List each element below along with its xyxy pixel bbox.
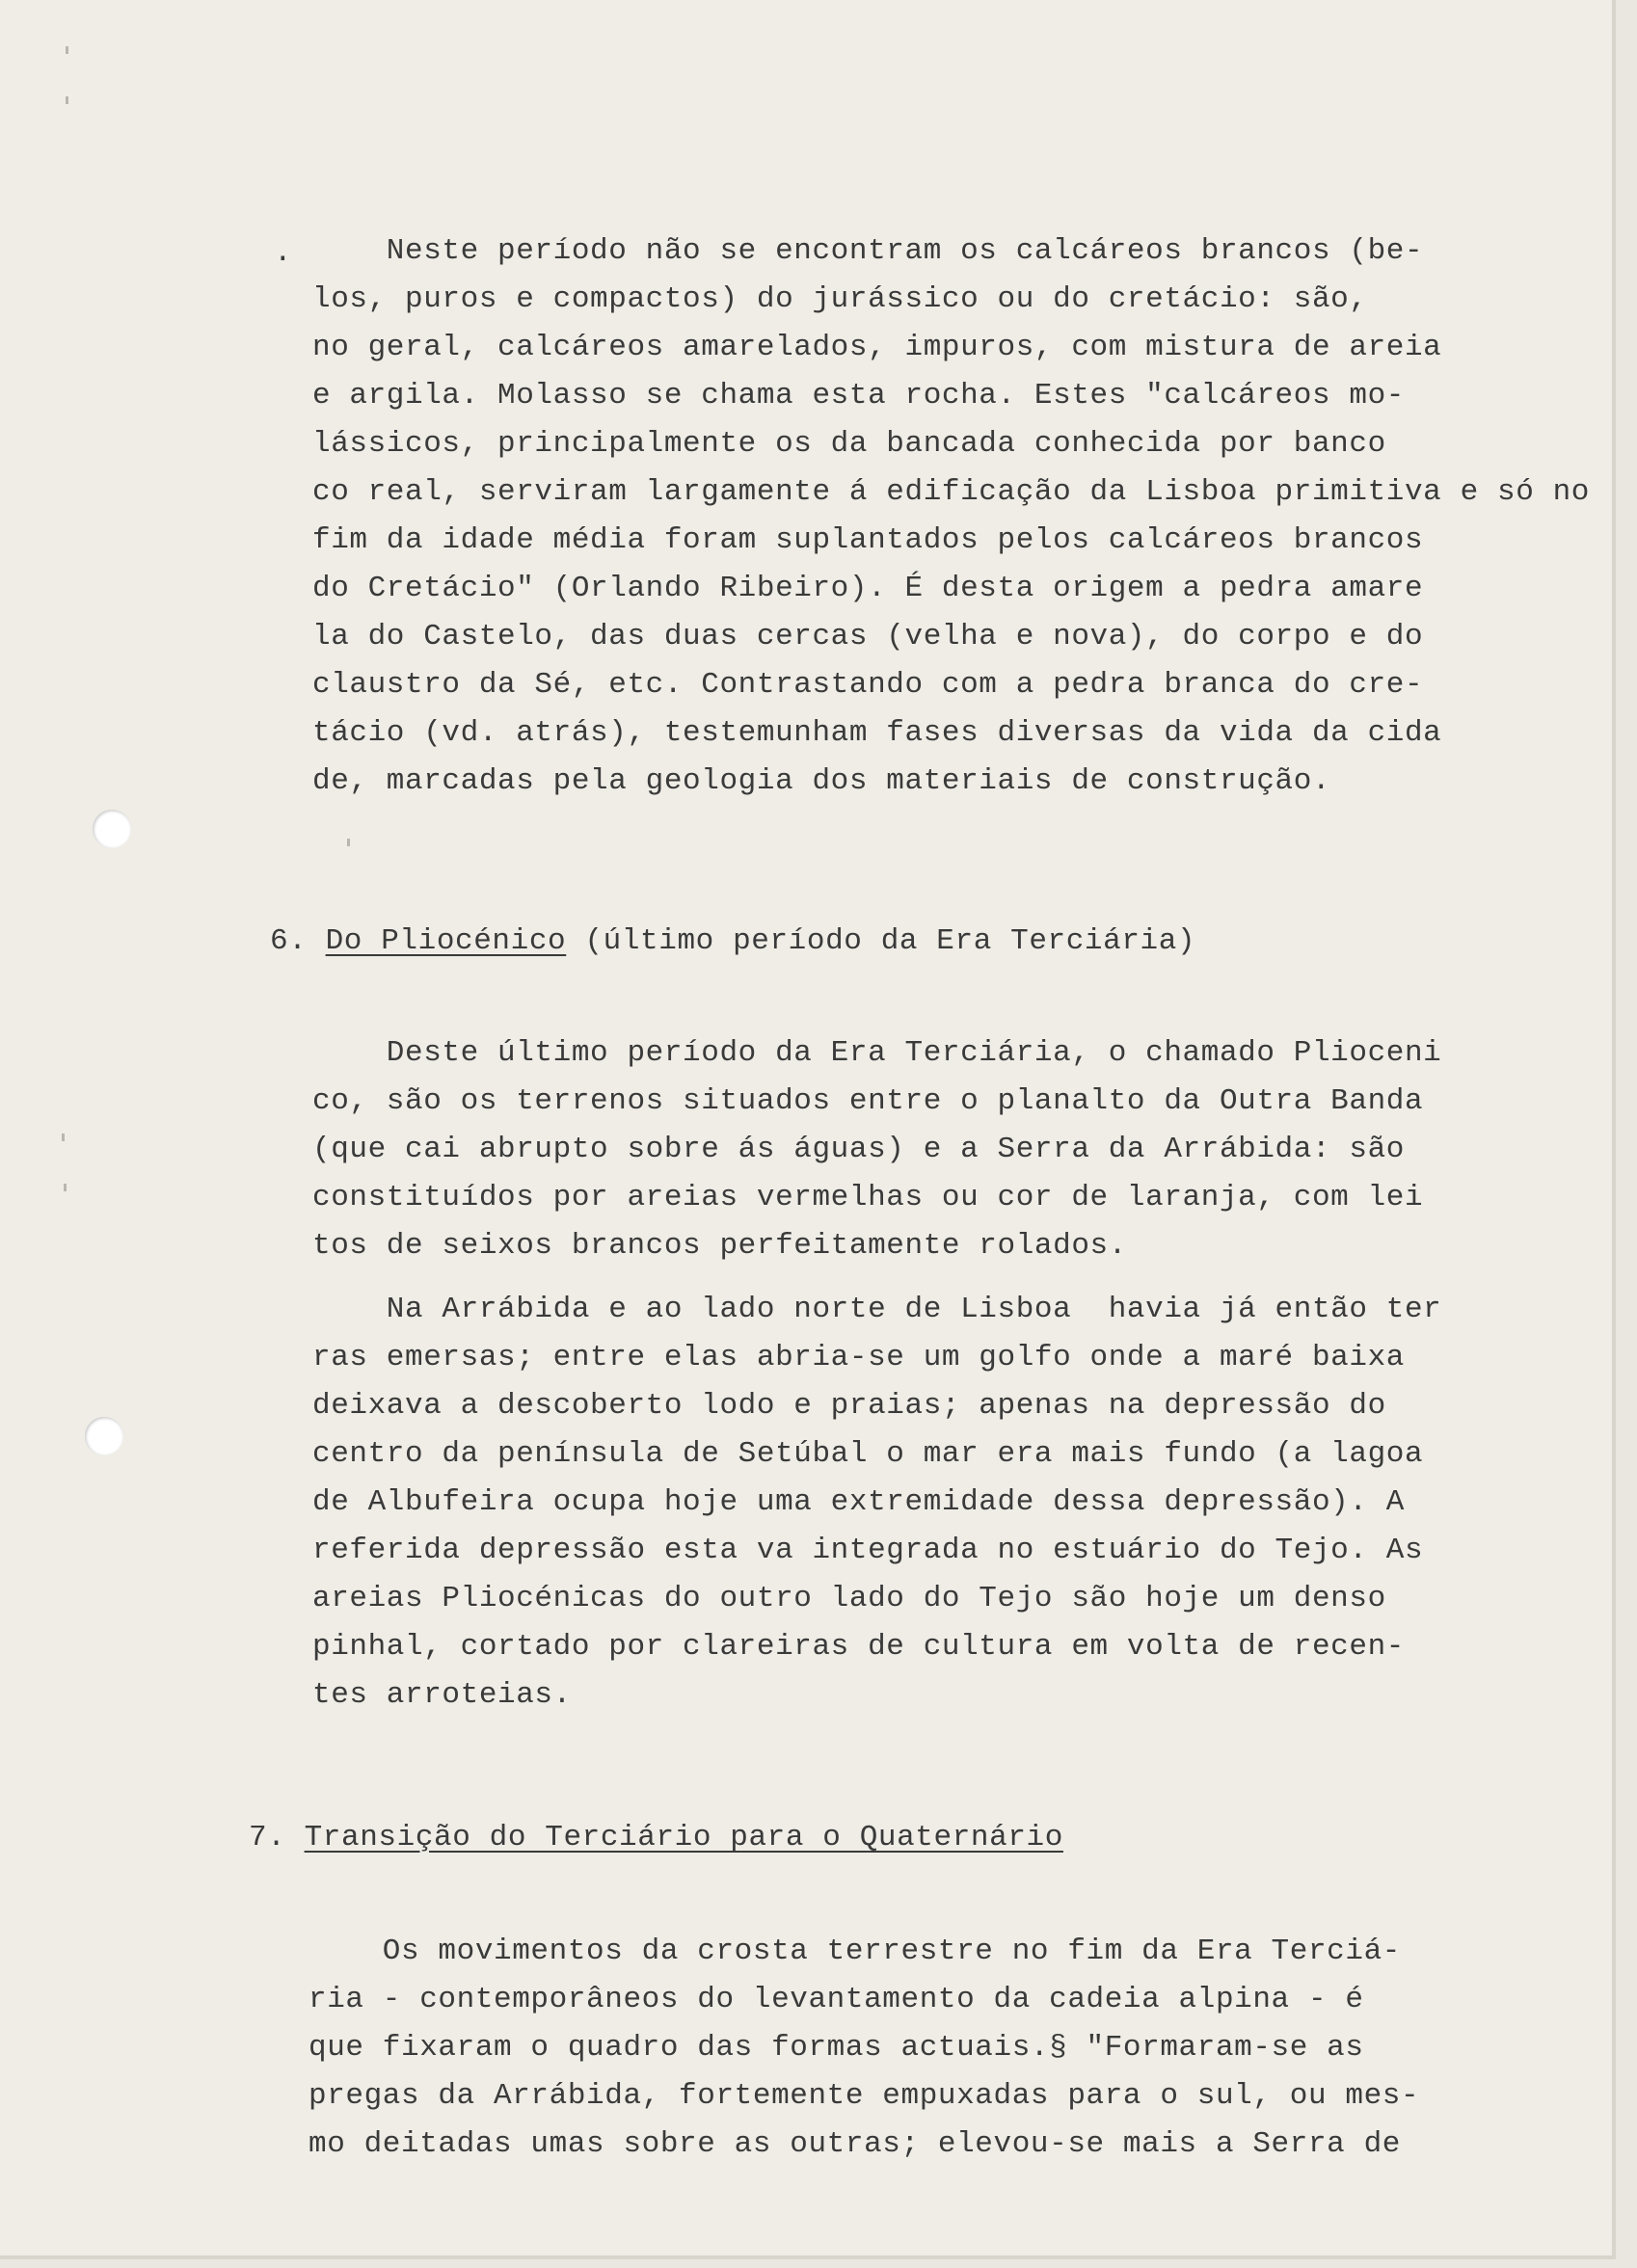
text-line: lássicos, principalmente os da bancada conhecida por banco (312, 427, 1386, 461)
text-line: do Cretácio" (Orlando Ribeiro). É desta origem a pedra amare (312, 572, 1424, 605)
text-line: tos de seixos brancos perfeitamente rolados. (312, 1229, 1127, 1263)
text-line: que fixaram o quadro das formas actuais.§ "Formaram-se as (309, 2031, 1364, 2065)
text-line: e argila. Molasso se chama esta rocha. Estes "calcáreos mo- (312, 379, 1405, 413)
text-line: mo deitadas umas sobre as outras; elevou-se mais a Serra de (309, 2127, 1401, 2161)
margin-mark (347, 839, 350, 846)
text-line: Os movimentos da crosta terrestre no fim da Era Terciá- (309, 1934, 1401, 1968)
text-line: constituídos por areias vermelhas ou cor de laranja, com lei (312, 1181, 1424, 1214)
text-line: areias Pliocénicas do outro lado do Tejo são hoje um denso (312, 1582, 1386, 1615)
text-line: la do Castelo, das duas cercas (velha e nova), do corpo e do (312, 620, 1424, 654)
margin-mark (66, 96, 68, 104)
text-line: no geral, calcáreos amarelados, impuros, com mistura de areia (312, 331, 1442, 364)
text-line: claustro da Sé, etc. Contrastando com a pedra branca do cre- (312, 668, 1424, 702)
section-subtitle: (último período da Era Terciária) (584, 924, 1196, 958)
text-line: tes arroteias. (312, 1678, 572, 1712)
binder-hole-bottom (85, 1417, 123, 1455)
text-line: Na Arrábida e ao lado norte de Lisboa havia já então ter (312, 1293, 1442, 1326)
text-line: (que cai abrupto sobre ás águas) e a Serra da Arrábida: são (312, 1133, 1405, 1166)
text-line: centro da península de Setúbal o mar era mais fundo (a lagoa (312, 1437, 1424, 1471)
text-line: ria - contemporâneos do levantamento da cadeia alpina - é (309, 1983, 1364, 2016)
text-line: deixava a descoberto lodo e praias; apenas na depressão do (312, 1389, 1386, 1423)
section-number: 6. (270, 924, 308, 958)
section-7-heading (249, 1814, 1063, 1862)
text-line: de Albufeira ocupa hoje uma extremidade dessa depressão). A (312, 1485, 1405, 1519)
text-line: tácio (vd. atrás), testemunham fases diversas da vida da cida (312, 716, 1442, 750)
text-line: co, são os terrenos situados entre o planalto da Outra Banda (312, 1084, 1424, 1118)
margin-mark (64, 1184, 67, 1191)
text-line: fim da idade média foram suplantados pelos calcáreos brancos (312, 523, 1424, 557)
text-line: Deste último período da Era Terciária, o chamado Plioceni (312, 1036, 1442, 1070)
section-number: 7. (249, 1821, 286, 1854)
text-line: co real, serviram largamente á edificação da Lisboa primitiva e só no (312, 475, 1591, 509)
text-line: Neste período não se encontram os calcáreos brancos (be- (312, 234, 1424, 268)
text-line: pinhal, cortado por clareiras de cultura em volta de recen- (312, 1630, 1405, 1664)
margin-mark (62, 1134, 65, 1141)
binder-hole-top (93, 810, 131, 848)
paragraph-bullet: . (274, 236, 292, 270)
section-title: Do Pliocénico (325, 924, 567, 958)
text-line: de, marcadas pela geologia dos materiais de construção. (312, 764, 1331, 798)
section-title: Transição do Terciário para o Quaternário (304, 1821, 1063, 1854)
text-line: referida depressão esta va integrada no estuário do Tejo. As (312, 1534, 1424, 1567)
text-line: los, puros e compactos) do jurássico ou do cretácio: são, (312, 282, 1368, 316)
margin-mark (66, 46, 68, 54)
section-6-heading (270, 918, 1195, 966)
text-line: pregas da Arrábida, fortemente empuxadas para o sul, ou mes- (309, 2079, 1420, 2113)
text-line: ras emersas; entre elas abria-se um golfo onde a maré baixa (312, 1341, 1405, 1374)
